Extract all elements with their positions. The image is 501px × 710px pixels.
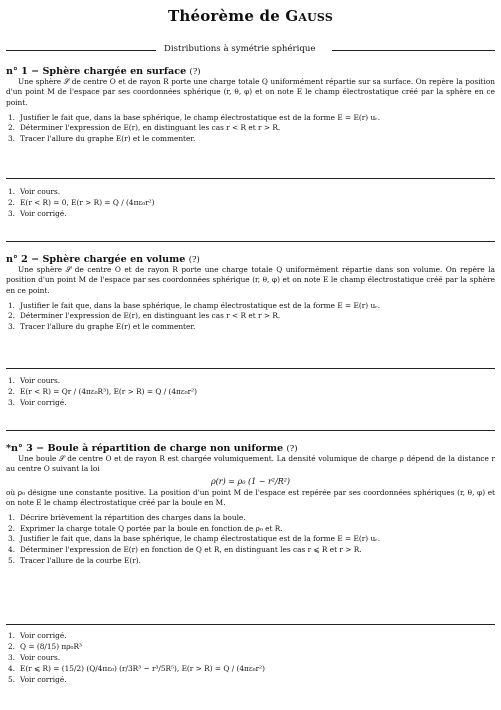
question-3: 3. Tracer l'allure du graphe E(r) et le commenter. xyxy=(8,322,196,332)
page-title xyxy=(0,7,501,25)
question-text: Exprimer la charge totale Q portée par la boule en fonction de ρ₀ et R. xyxy=(20,523,283,533)
question-2: 2. Déterminer l'expression de E(r), en distinguant les cas r < R et r > R. xyxy=(8,123,281,133)
exercise-heading-text: n° 1 − Sphère chargée en surface xyxy=(6,66,187,77)
divider xyxy=(6,178,495,179)
answer-1: 1. Voir cours. xyxy=(8,187,61,196)
answer-1: 1. Voir corrigé. xyxy=(8,631,67,640)
answers-1 xyxy=(6,186,495,219)
section-rule-left xyxy=(6,50,156,51)
question-text: Tracer l'allure du graphe E(r) et le commenter. xyxy=(20,322,196,332)
answer-2: 2. Q = (8/15) πρ₀R³ xyxy=(8,642,82,651)
exercise-heading-text: *n° 3 − Boule à répartition de charge non uniforme xyxy=(6,443,284,454)
answer-text: Voir corrigé. xyxy=(20,209,67,218)
answers-2 xyxy=(6,375,495,408)
question-text: Décrire brièvement la répartition des charges dans la boule. xyxy=(20,513,246,523)
answer-text: Voir corrigé. xyxy=(20,675,67,684)
difficulty-badge: (?) xyxy=(189,66,201,76)
difficulty-badge: (?) xyxy=(188,254,200,264)
exercise-heading xyxy=(6,254,495,265)
exercise-heading xyxy=(6,443,495,454)
answer-text: Voir cours. xyxy=(20,187,61,196)
exercise-heading xyxy=(6,66,495,77)
question-1: 1. Décrire brièvement la répartition des charges dans la boule. xyxy=(8,513,246,523)
answer-2: 2. E(r < R) = Qr / (4πε₀R³), E(r > R) = Q / (4πε₀r²) xyxy=(8,387,197,396)
question-4: 4. Déterminer l'expression de E(r) en fonction de Q et R, en distinguant les cas r ⩽ R et r > R. xyxy=(8,544,362,554)
question-1: 1. Justifier le fait que, dans la base sphérique, le champ électrostatique est de la forme E = E(r) uᵣ. xyxy=(8,112,381,122)
exercise-heading-text: n° 2 − Sphère chargée en volume xyxy=(6,254,186,265)
answer-text: Voir corrigé. xyxy=(20,631,67,640)
answer-text: Voir cours. xyxy=(20,653,61,662)
section-header xyxy=(6,44,495,56)
question-2: 2. Exprimer la charge totale Q portée par la boule en fonction de ρ₀ et R. xyxy=(8,523,283,533)
density-formula: ρ(r) = ρ₀ (1 − r²/R²) xyxy=(210,476,291,486)
question-text: Justifier le fait que, dans la base sphérique, le champ électrostatique est de la forme E = E(r) uᵣ. xyxy=(20,534,381,544)
question-text: Tracer l'allure du graphe E(r) et le commenter. xyxy=(20,134,196,144)
exercise-2 xyxy=(6,254,495,333)
answer-3: 3. Voir corrigé. xyxy=(8,209,67,218)
answer-4: 4. E(r ⩽ R) = (15/2) (Q/4πε₀) (r/3R³ − r³/5R⁵), E(r > R) = Q / (4πε₀r²) xyxy=(8,664,265,673)
answer-text: E(r < R) = Qr / (4πε₀R³), E(r > R) = Q / (4πε₀r²) xyxy=(20,387,197,396)
divider xyxy=(6,241,495,242)
question-text: Déterminer l'expression de E(r), en distinguant les cas r < R et r > R. xyxy=(20,311,281,321)
answers-3 xyxy=(6,630,495,685)
answer-2: 2. E(r < R) = 0, E(r > R) = Q / (4πε₀r²) xyxy=(8,198,155,207)
question-2: 2. Déterminer l'expression de E(r), en distinguant les cas r < R et r > R. xyxy=(8,311,281,321)
divider xyxy=(6,624,495,625)
question-5: 5. Tracer l'allure de la courbe E(r). xyxy=(8,555,141,565)
section-rule-right xyxy=(332,50,495,51)
question-text: Déterminer l'expression de E(r), en distinguant les cas r < R et r > R. xyxy=(20,123,281,133)
answer-3: 3. Voir cours. xyxy=(8,653,61,662)
answer-text: Voir cours. xyxy=(20,376,61,385)
exercise-statement: Une sphère 𝒮 de centre O et de rayon R porte une charge totale Q uniformément répartie sur sa surface. On repère la position d'un point M de l'espace par ses coordonnées sphérique (r, θ, φ) et on note E le champ électrostatique créé par la sphère en ce point. xyxy=(6,77,495,107)
exercise-statement: Une boule 𝒮 de centre O et de rayon R est chargée volumiquement. La densité volumique de charge ρ dépend de la distance r au centre O suivant la loi xyxy=(6,454,495,474)
question-text: Justifier le fait que, dans la base sphérique, le champ électrostatique est de la forme E = E(r) uᵣ. xyxy=(20,112,381,122)
question-3: 3. Tracer l'allure du graphe E(r) et le commenter. xyxy=(8,134,196,144)
difficulty-badge: (?) xyxy=(286,443,298,453)
section-title: Distributions à symétrie sphérique xyxy=(164,44,316,54)
answer-text: E(r ⩽ R) = (15/2) (Q/4πε₀) (r/3R³ − r³/5R⁵), E(r > R) = Q / (4πε₀r²) xyxy=(20,664,265,673)
question-text: Déterminer l'expression de E(r) en fonction de Q et R, en distinguant les cas r ⩽ R et r > R. xyxy=(20,544,362,554)
exercise-statement-continued: où ρ₀ désigne une constante positive. La position d'un point M de l'espace est repérée par ses coordonnées sphériques (r, θ, φ) et on note E le champ électrostatique créé par la boule en M. xyxy=(6,487,495,507)
divider xyxy=(6,368,495,369)
answer-text: Voir corrigé. xyxy=(20,398,67,407)
title-name: Gauss xyxy=(285,7,333,25)
answer-3: 3. Voir corrigé. xyxy=(8,398,67,407)
question-text: Justifier le fait que, dans la base sphérique, le champ électrostatique est de la forme E = E(r) uᵣ. xyxy=(20,300,381,310)
title-prefix: Théorème de xyxy=(168,7,280,25)
answer-text: Q = (8/15) πρ₀R³ xyxy=(20,642,82,651)
question-text: Tracer l'allure de la courbe E(r). xyxy=(20,555,141,565)
exercise-3 xyxy=(6,443,495,566)
answer-1: 1. Voir cours. xyxy=(8,376,61,385)
question-3: 3. Justifier le fait que, dans la base sphérique, le champ électrostatique est de la forme E = E(r) uᵣ. xyxy=(8,534,381,544)
answer-text: E(r < R) = 0, E(r > R) = Q / (4πε₀r²) xyxy=(20,198,155,207)
divider xyxy=(6,430,495,431)
exercise-statement: Une sphère 𝒮 de centre O et de rayon R porte une charge totale Q uniformément répartie dans son volume. On repère la position d'un point M de l'espace par ses coordonnées sphérique (r, θ, φ) et on note E le champ électrostatique créé par la sphère en ce point. xyxy=(6,265,495,295)
answer-5: 5. Voir corrigé. xyxy=(8,675,67,684)
question-1: 1. Justifier le fait que, dans la base sphérique, le champ électrostatique est de la forme E = E(r) uᵣ. xyxy=(8,300,381,310)
exercise-1 xyxy=(6,66,495,145)
